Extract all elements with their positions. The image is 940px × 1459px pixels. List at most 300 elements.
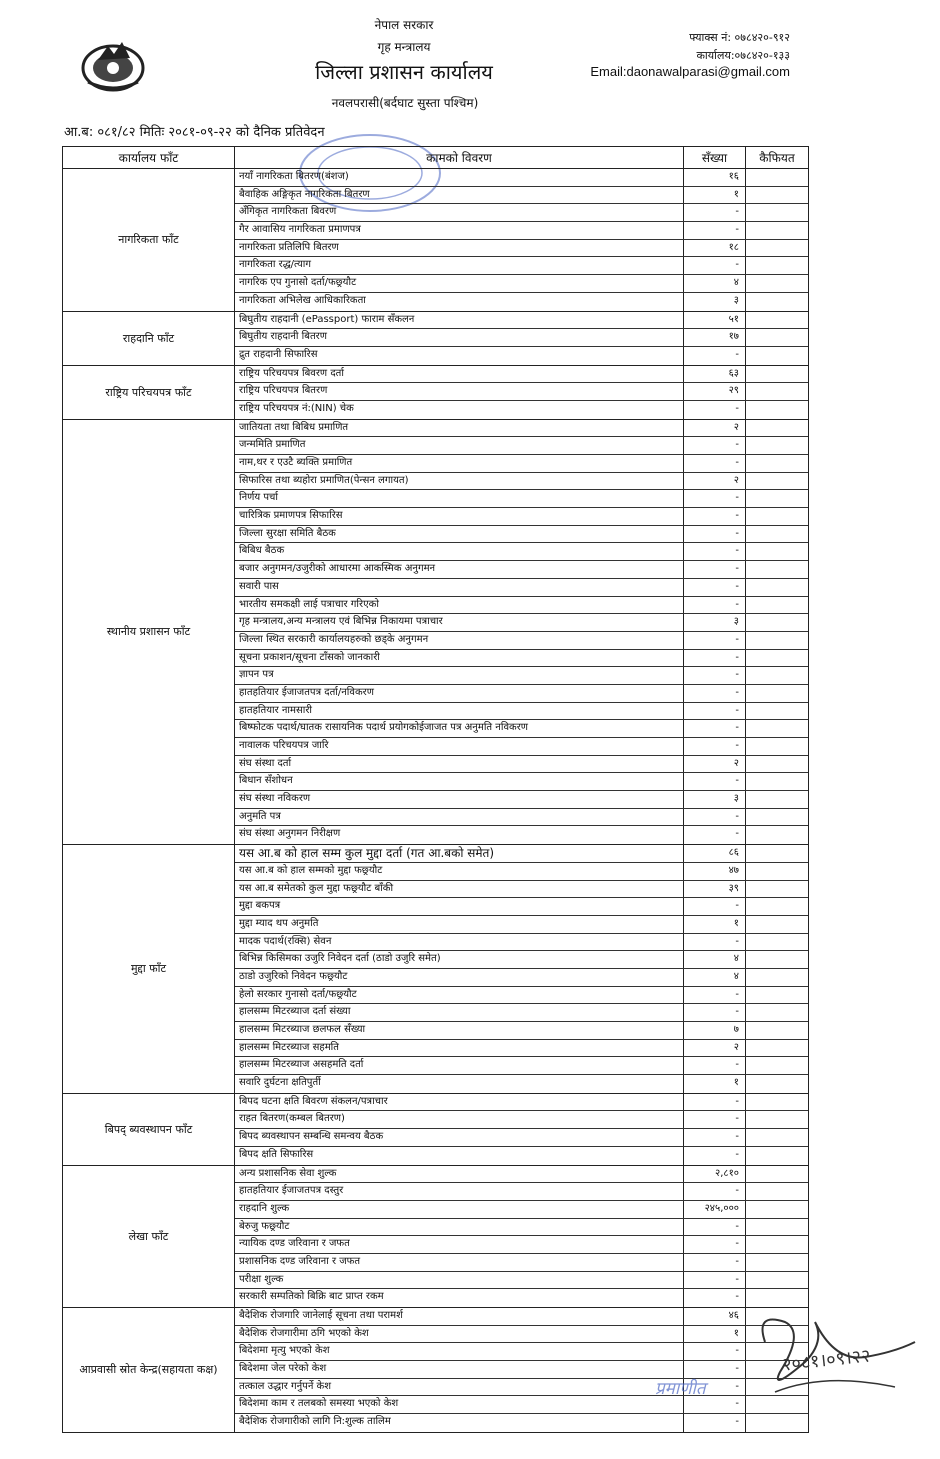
row-remarks — [746, 826, 808, 844]
row-description: सिफारिस तथा ब्यहोरा प्रमाणित(पेन्सन लगायत) — [235, 473, 684, 490]
row-count: १ — [684, 187, 746, 204]
table-row — [235, 1379, 808, 1397]
table-row — [235, 1094, 808, 1112]
row-count: - — [684, 987, 746, 1004]
table-row — [235, 508, 808, 526]
table-row — [235, 1289, 808, 1307]
row-count: ४ — [684, 275, 746, 292]
table-row — [235, 1022, 808, 1040]
row-remarks — [746, 293, 808, 311]
section-label: राहदानि फाँट — [63, 312, 235, 365]
row-description: नागरिकता अभिलेख आधिकारिकता — [235, 293, 684, 311]
table-row — [235, 187, 808, 205]
row-count: - — [684, 1254, 746, 1271]
row-count: - — [684, 898, 746, 915]
table-row — [235, 329, 808, 347]
row-description: नयाँ नागरिकता बितरण(बंशज) — [235, 169, 684, 186]
row-description: सवारी पास — [235, 579, 684, 596]
table-row — [235, 1272, 808, 1290]
row-remarks — [746, 720, 808, 737]
row-description: जन्ममिति प्रमाणित — [235, 437, 684, 454]
row-remarks — [746, 1004, 808, 1021]
row-description: राष्ट्रिय परिचयपत्र नं:(NIN) चेक — [235, 401, 684, 419]
row-remarks — [746, 791, 808, 808]
table-section — [63, 1094, 808, 1166]
row-count: १ — [684, 1326, 746, 1343]
table-row — [235, 1147, 808, 1165]
row-count: २९ — [684, 383, 746, 400]
row-description: जिल्ला स्थित सरकारी कार्यालयहरुको छड्के अनुगमन — [235, 632, 684, 649]
section-rows — [235, 845, 808, 1093]
row-description: सरकारी सम्पतिको बिक्रि बाट प्राप्त रकम — [235, 1289, 684, 1307]
table-row — [235, 934, 808, 952]
row-remarks — [746, 240, 808, 257]
row-count: ३ — [684, 293, 746, 311]
email-address: Email:daonawalparasi@gmail.com — [590, 64, 790, 79]
row-description: बिदेशमा काम र तलबको समस्या भएको केश — [235, 1396, 684, 1413]
row-remarks — [746, 366, 808, 383]
table-row — [235, 969, 808, 987]
row-description: न्यायिक दण्ड जरिवाना र जफत — [235, 1236, 684, 1253]
fax-number: फ्याक्स नं: ०७८४२०-९१२ — [689, 31, 790, 44]
table-row — [235, 543, 808, 561]
row-count: - — [684, 1236, 746, 1253]
table-row — [235, 845, 808, 863]
row-description: तत्काल उद्धार गर्नुपर्ने केश — [235, 1379, 684, 1396]
section-label: नागरिकता फाँट — [63, 169, 235, 311]
row-description: अन्य प्रशासनिक सेवा शुल्क — [235, 1166, 684, 1183]
section-label: मुद्दा फाँट — [63, 845, 235, 1093]
report-reference-line: आ.ब: ०८१/८२ मितिः २०८१-०९-२२ को दैनिक प्रतिवेदन — [64, 125, 325, 140]
row-description: नावालक परिचयपत्र जारि — [235, 738, 684, 755]
row-description: बिदेशमा मृत्यु भएको केश — [235, 1343, 684, 1360]
section-label: आप्रवासी स्रोत केन्द्र(सहायता कक्ष) — [63, 1308, 235, 1432]
row-description: बिभिन्न किसिमका उजुरि निवेदन दर्ता (ठाडो उजुरि समेत) — [235, 951, 684, 968]
table-row — [235, 1075, 808, 1093]
table-row — [235, 401, 808, 419]
table-row — [235, 561, 808, 579]
row-remarks — [746, 1075, 808, 1093]
row-remarks — [746, 951, 808, 968]
row-remarks — [746, 773, 808, 790]
row-description: द्रुत राहदानी सिफारिस — [235, 347, 684, 365]
row-remarks — [746, 685, 808, 702]
row-description: बिघुतीय राहदानी बितरण — [235, 329, 684, 346]
row-count: ४७ — [684, 863, 746, 880]
row-description: बैदेशिक रोजगारीको लागि नि:शुल्क तालिम — [235, 1414, 684, 1432]
row-remarks — [746, 738, 808, 755]
row-count: - — [684, 1272, 746, 1289]
row-description: नागरिकता रद्ध/त्याग — [235, 257, 684, 274]
table-row — [235, 685, 808, 703]
row-count: ३ — [684, 791, 746, 808]
row-remarks — [746, 204, 808, 221]
header-office-section: कार्यालय फाँट — [63, 147, 235, 168]
row-remarks — [746, 703, 808, 720]
table-row — [235, 738, 808, 756]
table-section — [63, 312, 808, 366]
row-remarks — [746, 987, 808, 1004]
row-remarks — [746, 934, 808, 951]
row-remarks — [746, 863, 808, 880]
row-count: २ — [684, 420, 746, 437]
table-section — [63, 169, 808, 312]
section-label: राष्ट्रिय परिचयपत्र फाँट — [63, 366, 235, 419]
table-row — [235, 951, 808, 969]
row-remarks — [746, 1040, 808, 1057]
section-rows — [235, 1166, 808, 1308]
row-description: बेरुजु फछ्र्यौट — [235, 1219, 684, 1236]
table-row — [235, 293, 808, 311]
table-row — [235, 455, 808, 473]
row-count: २ — [684, 473, 746, 490]
row-count: - — [684, 401, 746, 419]
table-row — [235, 597, 808, 615]
table-row — [235, 1057, 808, 1075]
table-row — [235, 490, 808, 508]
row-count: - — [684, 1183, 746, 1200]
row-count: - — [684, 437, 746, 454]
row-count: - — [684, 1289, 746, 1307]
row-count: २ — [684, 756, 746, 773]
row-count: - — [684, 685, 746, 702]
row-count: - — [684, 1129, 746, 1146]
section-label: बिपद् ब्यवस्थापन फाँट — [63, 1094, 235, 1165]
district-name: नवलपरासी(बर्दघाट सुस्ता पश्चिम) — [331, 96, 479, 110]
row-description: निर्णय पर्चा — [235, 490, 684, 507]
row-description: जिल्ला सुरक्षा समिति बैठक — [235, 526, 684, 543]
row-description: सूचना प्रकाशन/सूचना टाँसको जानकारी — [235, 650, 684, 667]
ministry-name: गृह मन्त्रालय — [377, 40, 431, 54]
row-count: - — [684, 257, 746, 274]
row-description: नागरिक एप गुनासो दर्ता/फछ्र्यौट — [235, 275, 684, 292]
row-count: ५१ — [684, 312, 746, 329]
row-remarks — [746, 1111, 808, 1128]
row-count: - — [684, 773, 746, 790]
row-description: हालसम्म मिटरब्याज छलफल सँख्या — [235, 1022, 684, 1039]
table-row — [235, 881, 808, 899]
row-count: - — [684, 543, 746, 560]
row-remarks — [746, 1147, 808, 1165]
row-description: संघ संस्था नविकरण — [235, 791, 684, 808]
row-count: - — [684, 1057, 746, 1074]
row-remarks — [746, 490, 808, 507]
table-row — [235, 720, 808, 738]
row-description: नाम,थर र एउटै ब्यक्ति प्रमाणित — [235, 455, 684, 472]
row-remarks — [746, 1414, 808, 1432]
row-count: - — [684, 1379, 746, 1396]
header-work-description: कामको विवरण — [235, 147, 684, 168]
table-row — [235, 667, 808, 685]
row-remarks — [746, 632, 808, 649]
table-row — [235, 1396, 808, 1414]
row-count: - — [684, 347, 746, 365]
row-count: - — [684, 1414, 746, 1432]
table-row — [235, 756, 808, 774]
row-description: बिबिध बैठक — [235, 543, 684, 560]
row-remarks — [746, 1057, 808, 1074]
row-count: ४ — [684, 951, 746, 968]
row-count: - — [684, 561, 746, 578]
row-description: परीक्षा शुल्क — [235, 1272, 684, 1289]
row-count: १८ — [684, 240, 746, 257]
table-row — [235, 526, 808, 544]
table-section — [63, 366, 808, 420]
table-row — [235, 437, 808, 455]
row-remarks — [746, 916, 808, 933]
table-row — [235, 169, 808, 187]
row-description: बिपद ब्यवस्थापन सम्बन्धि समन्वय बैठक — [235, 1129, 684, 1146]
row-remarks — [746, 898, 808, 915]
row-description: नागरिकता प्रतिलिपि बितरण — [235, 240, 684, 257]
table-row — [235, 1414, 808, 1432]
row-remarks — [746, 881, 808, 898]
row-description: संघ संस्था दर्ता — [235, 756, 684, 773]
row-description: हातहतियार ईजाजतपत्र दर्ता/नविकरण — [235, 685, 684, 702]
table-row — [235, 1111, 808, 1129]
table-row — [235, 1040, 808, 1058]
row-count: ८६ — [684, 845, 746, 862]
row-count: - — [684, 204, 746, 221]
row-remarks — [746, 614, 808, 631]
row-description: भारतीय समकक्षी लाई पत्राचार गरिएको — [235, 597, 684, 614]
row-count: ४ — [684, 969, 746, 986]
office-phone: कार्यालय:०७८४२०-१३३ — [696, 49, 790, 62]
row-count: - — [684, 809, 746, 826]
row-description: गृह मन्त्रालय,अन्य मन्त्रालय एवं बिभिन्न निकायमा पत्राचार — [235, 614, 684, 631]
row-description: यस आ.ब को हाल सम्म कुल मुद्दा दर्ता (गत आ.बको समेत) — [235, 845, 684, 862]
row-remarks — [746, 667, 808, 684]
table-row — [235, 1343, 808, 1361]
table-row — [235, 473, 808, 491]
office-title: जिल्ला प्रशासन कार्यालय — [315, 60, 493, 84]
table-row — [235, 1183, 808, 1201]
row-remarks — [746, 401, 808, 419]
row-description: बिपद घटना क्षति बिवरण संकलन/पत्राचार — [235, 1094, 684, 1111]
table-row — [235, 1361, 808, 1379]
row-count: १७ — [684, 329, 746, 346]
row-description: गैर आवासिय नागरिकता प्रमाणपत्र — [235, 222, 684, 239]
row-remarks — [746, 1022, 808, 1039]
table-row — [235, 1166, 808, 1184]
row-remarks — [746, 473, 808, 490]
table-row — [235, 791, 808, 809]
row-remarks — [746, 1129, 808, 1146]
row-count: ३९ — [684, 881, 746, 898]
section-rows — [235, 169, 808, 311]
row-count: - — [684, 1147, 746, 1165]
row-count: - — [684, 455, 746, 472]
signature-date: २०८१।०९।२२ — [781, 1345, 872, 1376]
row-remarks — [746, 756, 808, 773]
row-description: बिघुतीय राहदानी (ePassport) फाराम सँकलन — [235, 312, 684, 329]
row-description: चारित्रिक प्रमाणपत्र सिफारिस — [235, 508, 684, 525]
table-section — [63, 845, 808, 1094]
table-row — [235, 1254, 808, 1272]
row-description: हालसम्म मिटरब्याज असहमति दर्ता — [235, 1057, 684, 1074]
row-remarks — [746, 383, 808, 400]
row-remarks — [746, 1094, 808, 1111]
row-description: बैदेशिक रोजगारि जानेलाई सूचना तथा परामर्श — [235, 1308, 684, 1325]
row-count: - — [684, 650, 746, 667]
row-remarks — [746, 312, 808, 329]
table-row — [235, 420, 808, 438]
row-count: १६ — [684, 169, 746, 186]
row-description: राष्ट्रिय परिचयपत्र बितरण — [235, 383, 684, 400]
table-row — [235, 1004, 808, 1022]
row-count: - — [684, 738, 746, 755]
row-count: - — [684, 1111, 746, 1128]
row-count: - — [684, 490, 746, 507]
row-description: बिधान सँशोधन — [235, 773, 684, 790]
table-row — [235, 987, 808, 1005]
table-row — [235, 1308, 808, 1326]
table-section — [63, 420, 808, 846]
row-description: बिदेशमा जेल परेको केश — [235, 1361, 684, 1378]
table-row — [235, 1326, 808, 1344]
section-rows — [235, 366, 808, 419]
daily-report-table — [62, 146, 809, 1433]
row-count: - — [684, 1219, 746, 1236]
row-remarks — [746, 437, 808, 454]
section-rows — [235, 312, 808, 365]
row-description: जातियता तथा बिबिध प्रमाणित — [235, 420, 684, 437]
row-remarks — [746, 1272, 808, 1289]
table-row — [235, 863, 808, 881]
section-label: स्थानीय प्रशासन फाँट — [63, 420, 235, 845]
row-remarks — [746, 1166, 808, 1183]
table-row — [235, 257, 808, 275]
row-count: - — [684, 526, 746, 543]
row-count: १ — [684, 1075, 746, 1093]
row-remarks — [746, 1183, 808, 1200]
row-remarks — [746, 222, 808, 239]
table-row — [235, 312, 808, 330]
table-row — [235, 614, 808, 632]
table-header — [63, 147, 808, 169]
row-description: बैदेशिक रोजगारीमा ठगि भएको केश — [235, 1326, 684, 1343]
row-description: हेलो सरकार गुनासो दर्ता/फछ्र्यौट — [235, 987, 684, 1004]
row-remarks — [746, 969, 808, 986]
row-count: २,८१० — [684, 1166, 746, 1183]
table-row — [235, 703, 808, 721]
table-row — [235, 222, 808, 240]
row-description: हातहतियार ईजाजतपत्र दस्तुर — [235, 1183, 684, 1200]
row-count: - — [684, 667, 746, 684]
row-remarks — [746, 809, 808, 826]
row-remarks — [746, 650, 808, 667]
table-row — [235, 898, 808, 916]
approval-stamp: प्रमाणीत — [655, 1379, 706, 1399]
row-count: १ — [684, 916, 746, 933]
row-remarks — [746, 275, 808, 292]
section-label: लेखा फाँट — [63, 1166, 235, 1308]
row-remarks — [746, 347, 808, 365]
table-row — [235, 366, 808, 384]
row-remarks — [746, 1254, 808, 1271]
row-remarks — [746, 597, 808, 614]
section-rows — [235, 420, 808, 845]
header-remarks: कैफियत — [759, 151, 795, 165]
table-row — [235, 1129, 808, 1147]
table-row — [235, 632, 808, 650]
table-section — [63, 1308, 808, 1432]
row-count: २ — [684, 1040, 746, 1057]
row-description: मादक पदार्थ(रक्सि) सेवन — [235, 934, 684, 951]
row-count: - — [684, 1396, 746, 1413]
row-description: ज्ञापन पत्र — [235, 667, 684, 684]
row-description: राहत बितरण(कम्बल बितरण) — [235, 1111, 684, 1128]
row-description: यस आ.ब को हाल सम्मको मुद्दा फछ्र्यौट — [235, 863, 684, 880]
row-count: ६३ — [684, 366, 746, 383]
table-row — [235, 579, 808, 597]
row-remarks — [746, 845, 808, 862]
row-description: हातहतियार नामसारी — [235, 703, 684, 720]
row-description: मुद्दा म्याद थप अनुमति — [235, 916, 684, 933]
table-row — [235, 1201, 808, 1219]
row-count: - — [684, 597, 746, 614]
row-description: अनुमति पत्र — [235, 809, 684, 826]
row-count: ४६ — [684, 1308, 746, 1325]
row-remarks — [746, 187, 808, 204]
table-row — [235, 916, 808, 934]
row-count: २४५,००० — [684, 1201, 746, 1218]
row-count: - — [684, 579, 746, 596]
header-count: सँख्या — [684, 147, 746, 168]
table-body — [63, 169, 808, 1432]
table-row — [235, 204, 808, 222]
row-remarks — [746, 1201, 808, 1218]
table-row — [235, 650, 808, 668]
row-description: बिपद क्षति सिफारिस — [235, 1147, 684, 1165]
row-remarks — [746, 508, 808, 525]
row-description: मुद्दा बकपत्र — [235, 898, 684, 915]
table-row — [235, 275, 808, 293]
table-section — [63, 1166, 808, 1309]
row-count: - — [684, 1343, 746, 1360]
section-rows — [235, 1308, 808, 1432]
row-description: बिष्फोटक पदार्थ/घातक रासायनिक पदार्थ प्रयोगकोईजाजत पत्र अनुमति नविकरण — [235, 720, 684, 737]
row-description: ठाडो उजुरिको निवेदन फछ्र्यौट — [235, 969, 684, 986]
row-remarks — [746, 579, 808, 596]
row-count: - — [684, 1094, 746, 1111]
row-description: बजार अनुगमन/उजुरीको आधारमा आकस्मिक अनुगमन — [235, 561, 684, 578]
row-count: ३ — [684, 614, 746, 631]
row-count: - — [684, 934, 746, 951]
row-count: - — [684, 222, 746, 239]
row-description: हालसम्म मिटरब्याज सहमति — [235, 1040, 684, 1057]
row-count: - — [684, 1361, 746, 1378]
table-row — [235, 1236, 808, 1254]
table-row — [235, 347, 808, 365]
row-count: - — [684, 632, 746, 649]
row-count: - — [684, 1004, 746, 1021]
nepal-government-emblem-icon — [78, 32, 148, 94]
row-remarks — [746, 1236, 808, 1253]
row-remarks — [746, 455, 808, 472]
row-description: अँगिकृत नागरिकता बिवरण — [235, 204, 684, 221]
table-row — [235, 240, 808, 258]
government-name: नेपाल सरकार — [374, 18, 434, 32]
row-count: ७ — [684, 1022, 746, 1039]
table-row — [235, 773, 808, 791]
row-count: - — [684, 720, 746, 737]
row-description: सवारि दुर्घटना क्षतिपुर्ती — [235, 1075, 684, 1093]
section-rows — [235, 1094, 808, 1165]
row-count: - — [684, 703, 746, 720]
row-description: हालसम्म मिटरब्याज दर्ता संख्या — [235, 1004, 684, 1021]
row-remarks — [746, 420, 808, 437]
